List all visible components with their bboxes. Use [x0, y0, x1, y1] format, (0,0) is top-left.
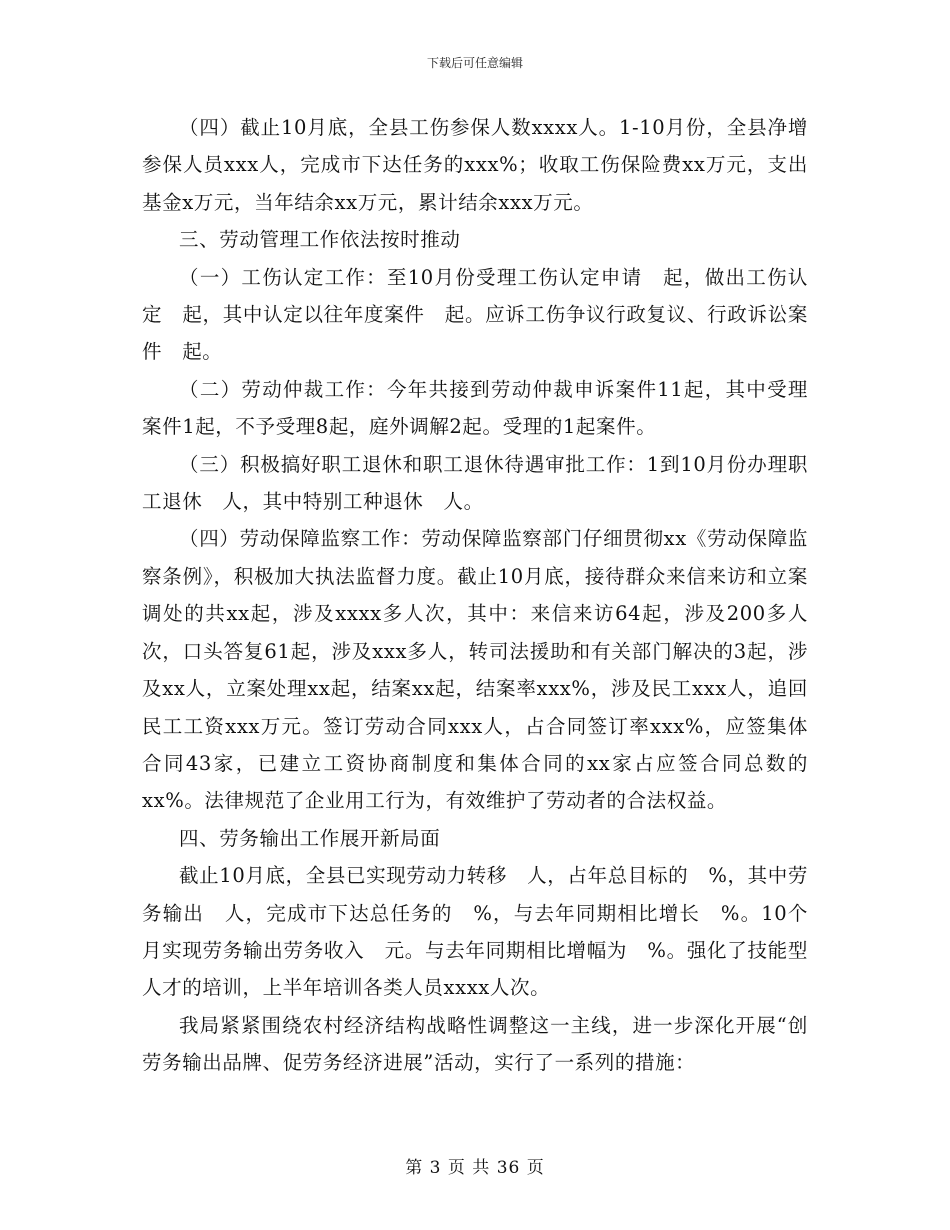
section-heading-labor-export: 四、劳务输出工作展开新局面	[179, 826, 441, 850]
paragraph-measures-intro: 我局紧紧围绕农村经济结构战略性调整这一主线，进一步深化开展“创劳务输出品牌、促劳务经济进展”活动，实行了一系列的措施：	[142, 1013, 808, 1075]
section-heading-labor-management: 三、劳动管理工作依法按时推动	[179, 228, 461, 252]
paragraph-labor-transfer: 截止10月底，全县已实现劳动力转移 人，占年总目标的 %，其中劳务输出 人，完成市下达总任务的 %，与去年同期相比增长 %。10个月实现劳务输出劳务收入 元。与去年同期相比增幅为 %。强化了技能型人才的培训，上半年培训各类人员xxxx人次。	[142, 864, 808, 1000]
paragraph-labor-supervision: （四）劳动保障监察工作：劳动保障监察部门仔细贯彻xx《劳动保障监察条例》，积极加大执法监督力度。截止10月底，接待群众来信来访和立案调处的共xx起，涉及xxxx多人次，其中：来信来访64起，涉及200多人次，口头答复61起，涉及xxx多人，转司法援助和有关部门解决的3起，涉及xx人，立案处理xx起，结案xx起，结案率xxx%，涉及民工xxx人，追回民工工资xxx万元。签订劳动合同xxx人，占合同签订率xxx%，应签集体合同43家，已建立工资协商制度和集体合同的xx家占应签合同总数的xx%。法律规范了企业用工行为，有效维护了劳动者的合法权益。	[142, 527, 808, 813]
page-header: 下载后可任意编辑	[426, 56, 523, 70]
document-body	[142, 109, 808, 1082]
paragraph-retirement-approval: （三）积极搞好职工退休和职工退休待遇审批工作：1到10月份办理职工退休 人，其中特别工种退休 人。	[142, 452, 808, 514]
paragraph-labor-arbitration: （二）劳动仲裁工作：今年共接到劳动仲裁申诉案件11起，其中受理案件1起，不予受理8起，庭外调解2起。受理的1起案件。	[142, 377, 808, 439]
paragraph-injury-determination: （一）工伤认定工作：至10月份受理工伤认定申请 起，做出工伤认定 起，其中认定以往年度案件 起。应诉工伤争议行政复议、行政诉讼案件 起。	[142, 265, 808, 364]
page-number: 第 3 页 共 36 页	[405, 1158, 545, 1178]
paragraph-injury-insurance: （四）截止10月底，全县工伤参保人数xxxx人。1-10月份，全县净增参保人员xxx人，完成市下达任务的xxx%；收取工伤保险费xx万元，支出基金x万元，当年结余xx万元，累计结余xxx万元。	[142, 116, 808, 214]
